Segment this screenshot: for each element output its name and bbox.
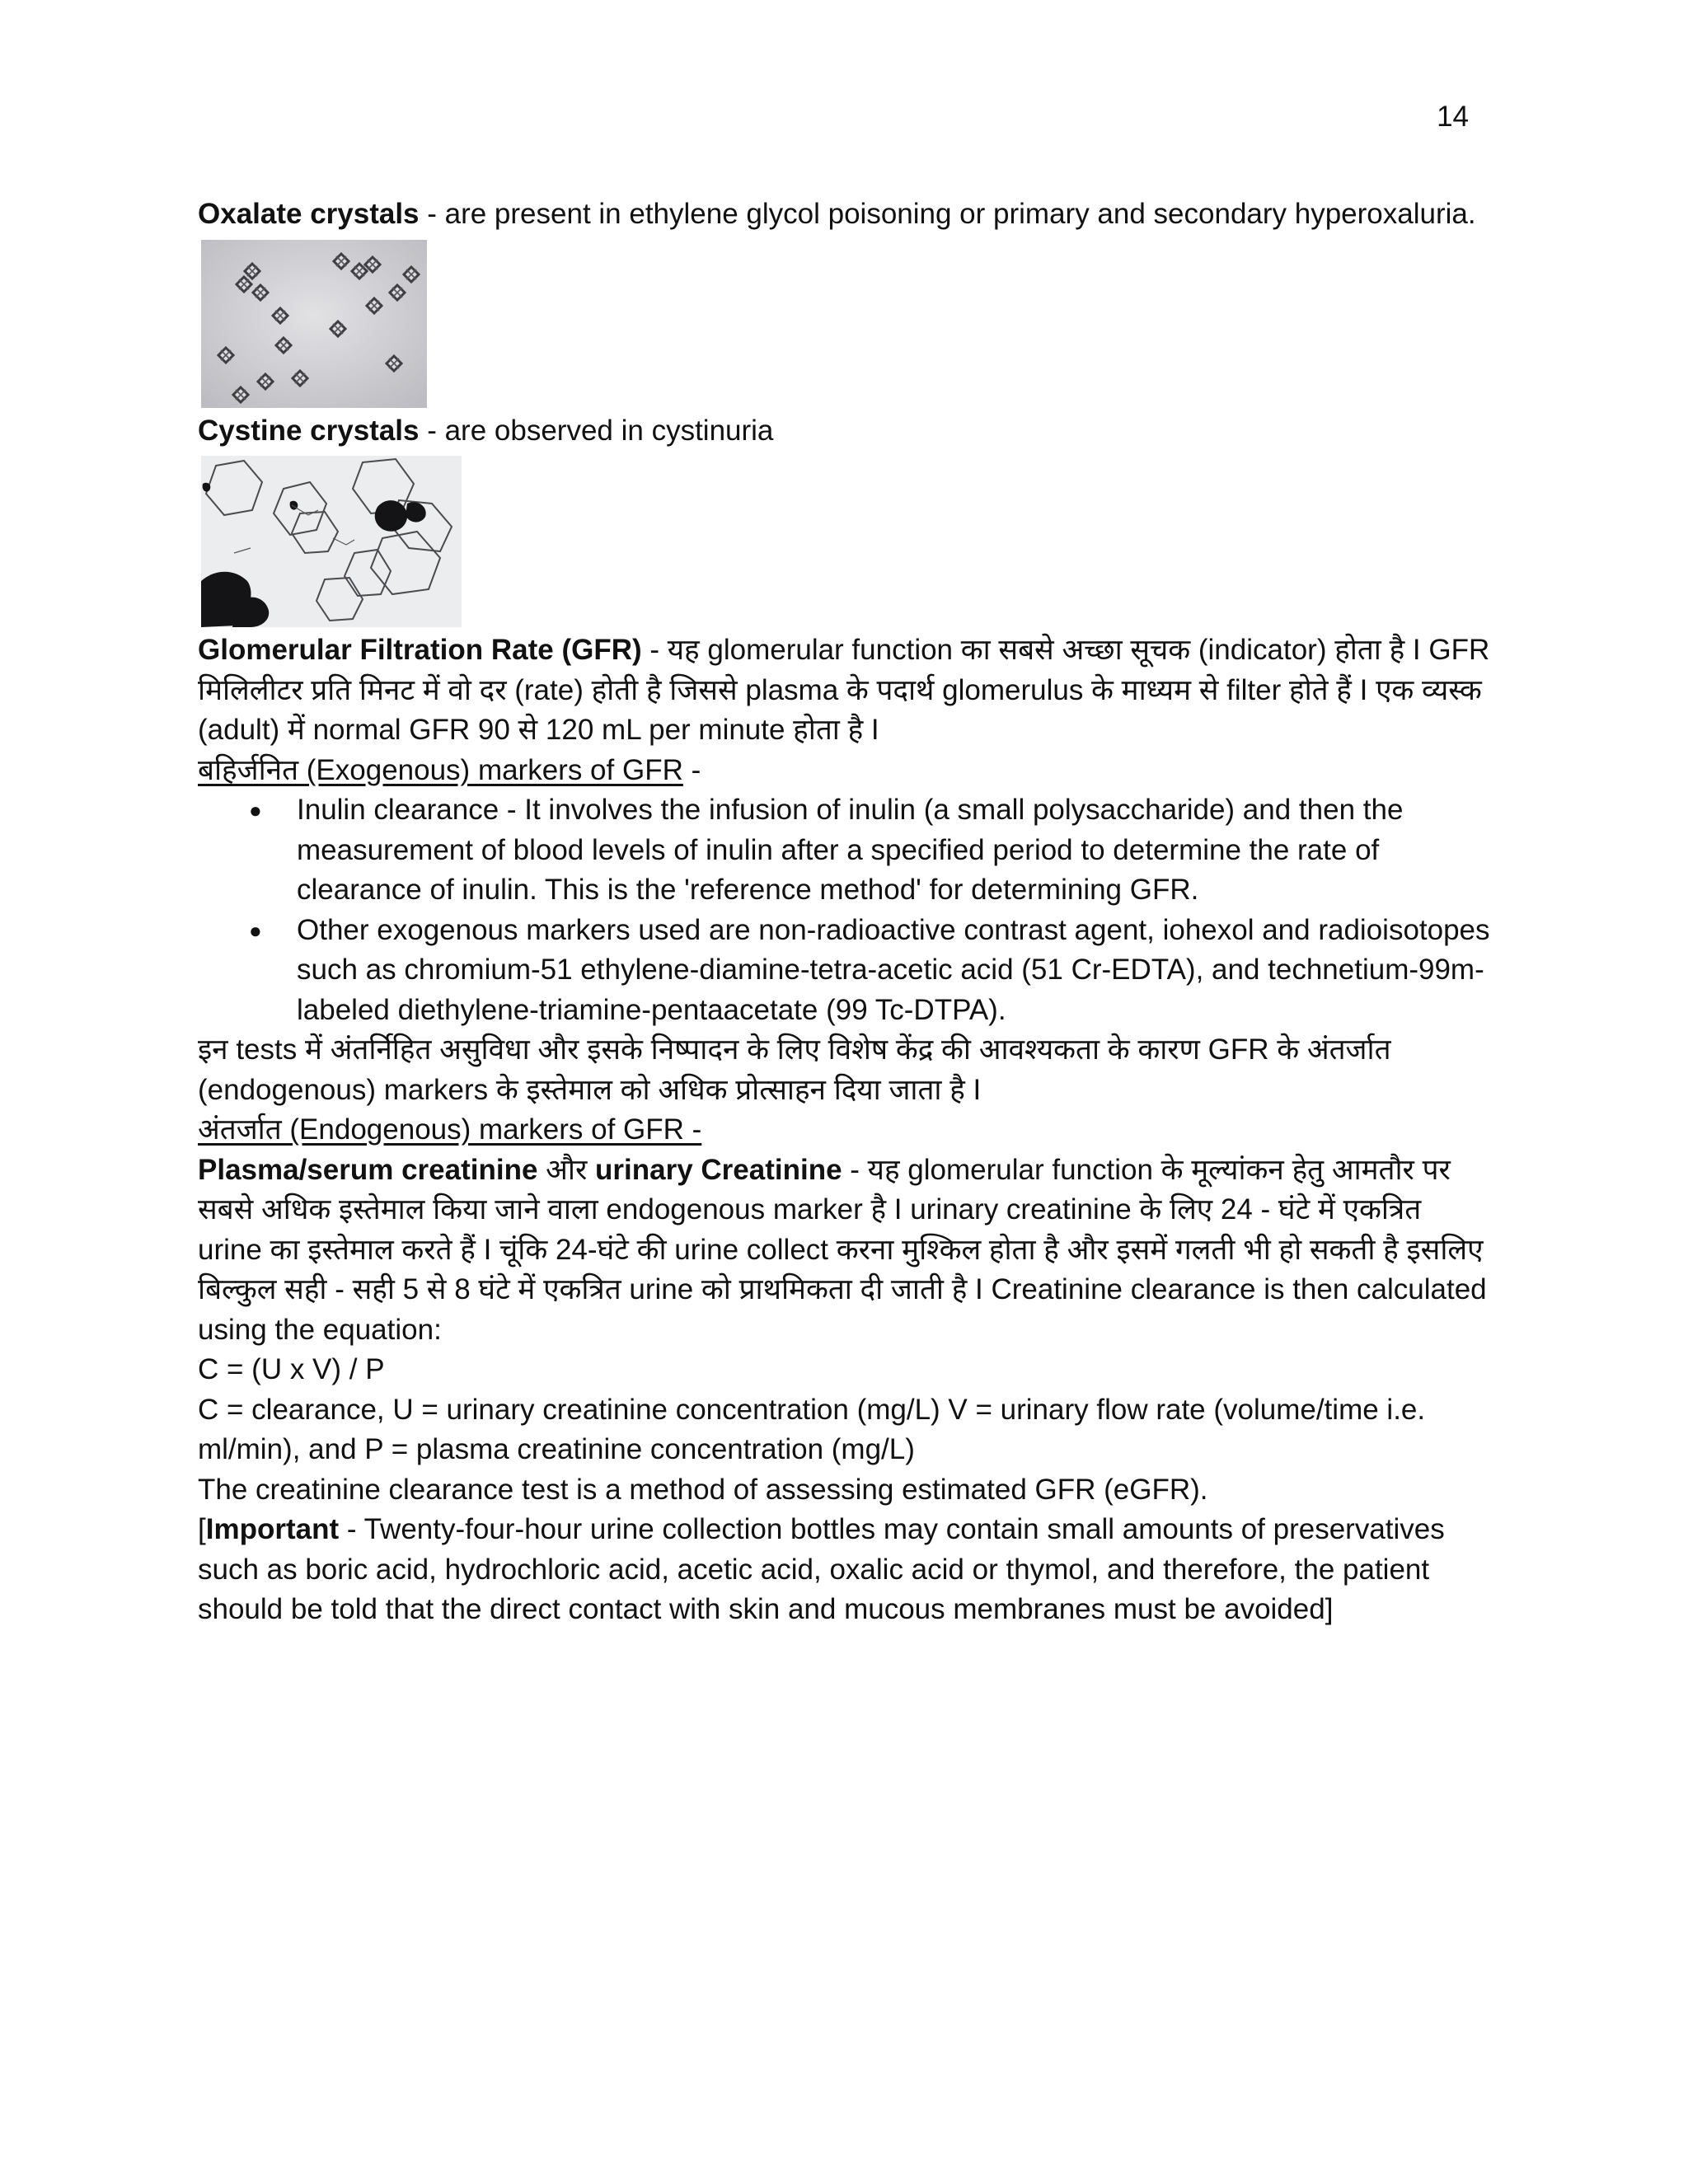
cystine-crystals-image [201, 456, 462, 627]
exogenous-heading-line [198, 751, 1492, 791]
cystine-text: - are observed in cystinuria [419, 414, 774, 447]
oxalate-text: - are present in ethylene glycol poisoning or primary and secondary hyperoxaluria. [419, 198, 1476, 230]
bullet-icon: ● [249, 917, 262, 943]
list-item [249, 911, 1492, 1031]
creatinine-text: - यह glomerular function के मूल्यांकन हेतु आमतौर पर सबसे अधिक इस्तेमाल किया जाने वाला endogenous marker है I urinary creatinine के लिए 24 - घंटे में एकत्रित urine का इस्तेमाल करते हैं I चूंकि 24-घंटे की urine collect करना मुश्किल होता है और इसमें गलती भी हो सकती है इसलिए बिल्कुल सही - सही 5 से 8 घंटे में एकत्रित urine को प्राथमिकता दी जाती है I Creatinine clearance is then calculated using the equation: [198, 1153, 1487, 1346]
creatinine-title-a: Plasma/serum creatinine [198, 1153, 538, 1186]
important-label: Important [205, 1513, 340, 1545]
list-item-text: Inulin clearance - It involves the infusion of inulin (a small polysaccharide) and then the measurement of blood levels of inulin after a specified period to determine the rate of clearance of inulin. This is the 'reference method' for determining GFR. [297, 794, 1404, 906]
gfr-paragraph [198, 630, 1492, 751]
cystine-paragraph [198, 411, 1492, 452]
endogenous-heading-line [198, 1110, 1492, 1151]
creatinine-conj: और [537, 1153, 596, 1186]
important-text: - Twenty-four-hour urine collection bottles may contain small amounts of preservatives such as boric acid, hydrochloric acid, acetic acid, oxalic acid or thymol, and therefore, the patient should be told that the direct contact with skin and mucous membranes must be avoided] [198, 1513, 1445, 1625]
list-item [249, 790, 1492, 911]
page-number: 14 [1437, 101, 1469, 133]
oxalate-title: Oxalate crystals [198, 198, 420, 230]
cystine-title: Cystine crystals [198, 414, 420, 447]
creatinine-title-b: urinary Creatinine [595, 1153, 842, 1186]
egfr-statement: The creatinine clearance test is a method of assessing estimated GFR (eGFR). [198, 1473, 1208, 1506]
gfr-text: - यह glomerular function का सबसे अच्छा सूचक (indicator) होता है I GFR मिलिलीटर प्रति मिनट में वो दर (rate) होती है जिससे plasma के पदार्थ glomerulus के माध्यम से filter होते हैं I एक व्यस्क (adult) में normal GFR 90 से 120 mL per minute होता है I [198, 634, 1490, 746]
list-item-text: Other exogenous markers used are non-radioactive contrast agent, iohexol and radioisotopes such as chromium-51 ethylene-diamine-tetra-acetic acid (51 Cr-EDTA), and technetium-99m-labeled diethylene-triamine-pentaacetate (99 Tc-DTPA). [297, 913, 1490, 1026]
important-note [198, 1510, 1492, 1630]
bullet-icon: ● [249, 798, 262, 823]
exogenous-heading: बहिर्जनित (Exogenous) markers of GFR [198, 753, 683, 786]
exogenous-heading-suffix: - [682, 753, 701, 786]
gfr-title: Glomerular Filtration Rate (GFR) [198, 634, 642, 666]
oxalate-crystals-image [201, 240, 427, 408]
exogenous-markers-list [198, 790, 1492, 1030]
clearance-equation: C = (U x V) / P [198, 1353, 385, 1385]
equation-definitions: C = clearance, U = urinary creatinine concentration (mg/L) V = urinary flow rate (volume/time i.e. ml/min), and P = plasma creatinine concentration (mg/L) [198, 1393, 1426, 1465]
page-content [198, 194, 1492, 1630]
endogenous-intro-paragraph: इन tests में अंतर्निहित असुविधा और इसके निष्पादन के लिए विशेष केंद्र की आवश्यकता के कारण GFR के अंतर्जात (endogenous) markers के इस्तेमाल को अधिक प्रोत्साहन दिया जाता है I [198, 1033, 1391, 1106]
endogenous-heading: अंतर्जात (Endogenous) markers of GFR - [198, 1113, 702, 1146]
important-open-bracket: [ [198, 1513, 206, 1545]
creatinine-paragraph [198, 1151, 1492, 1351]
oxalate-paragraph [198, 194, 1492, 235]
